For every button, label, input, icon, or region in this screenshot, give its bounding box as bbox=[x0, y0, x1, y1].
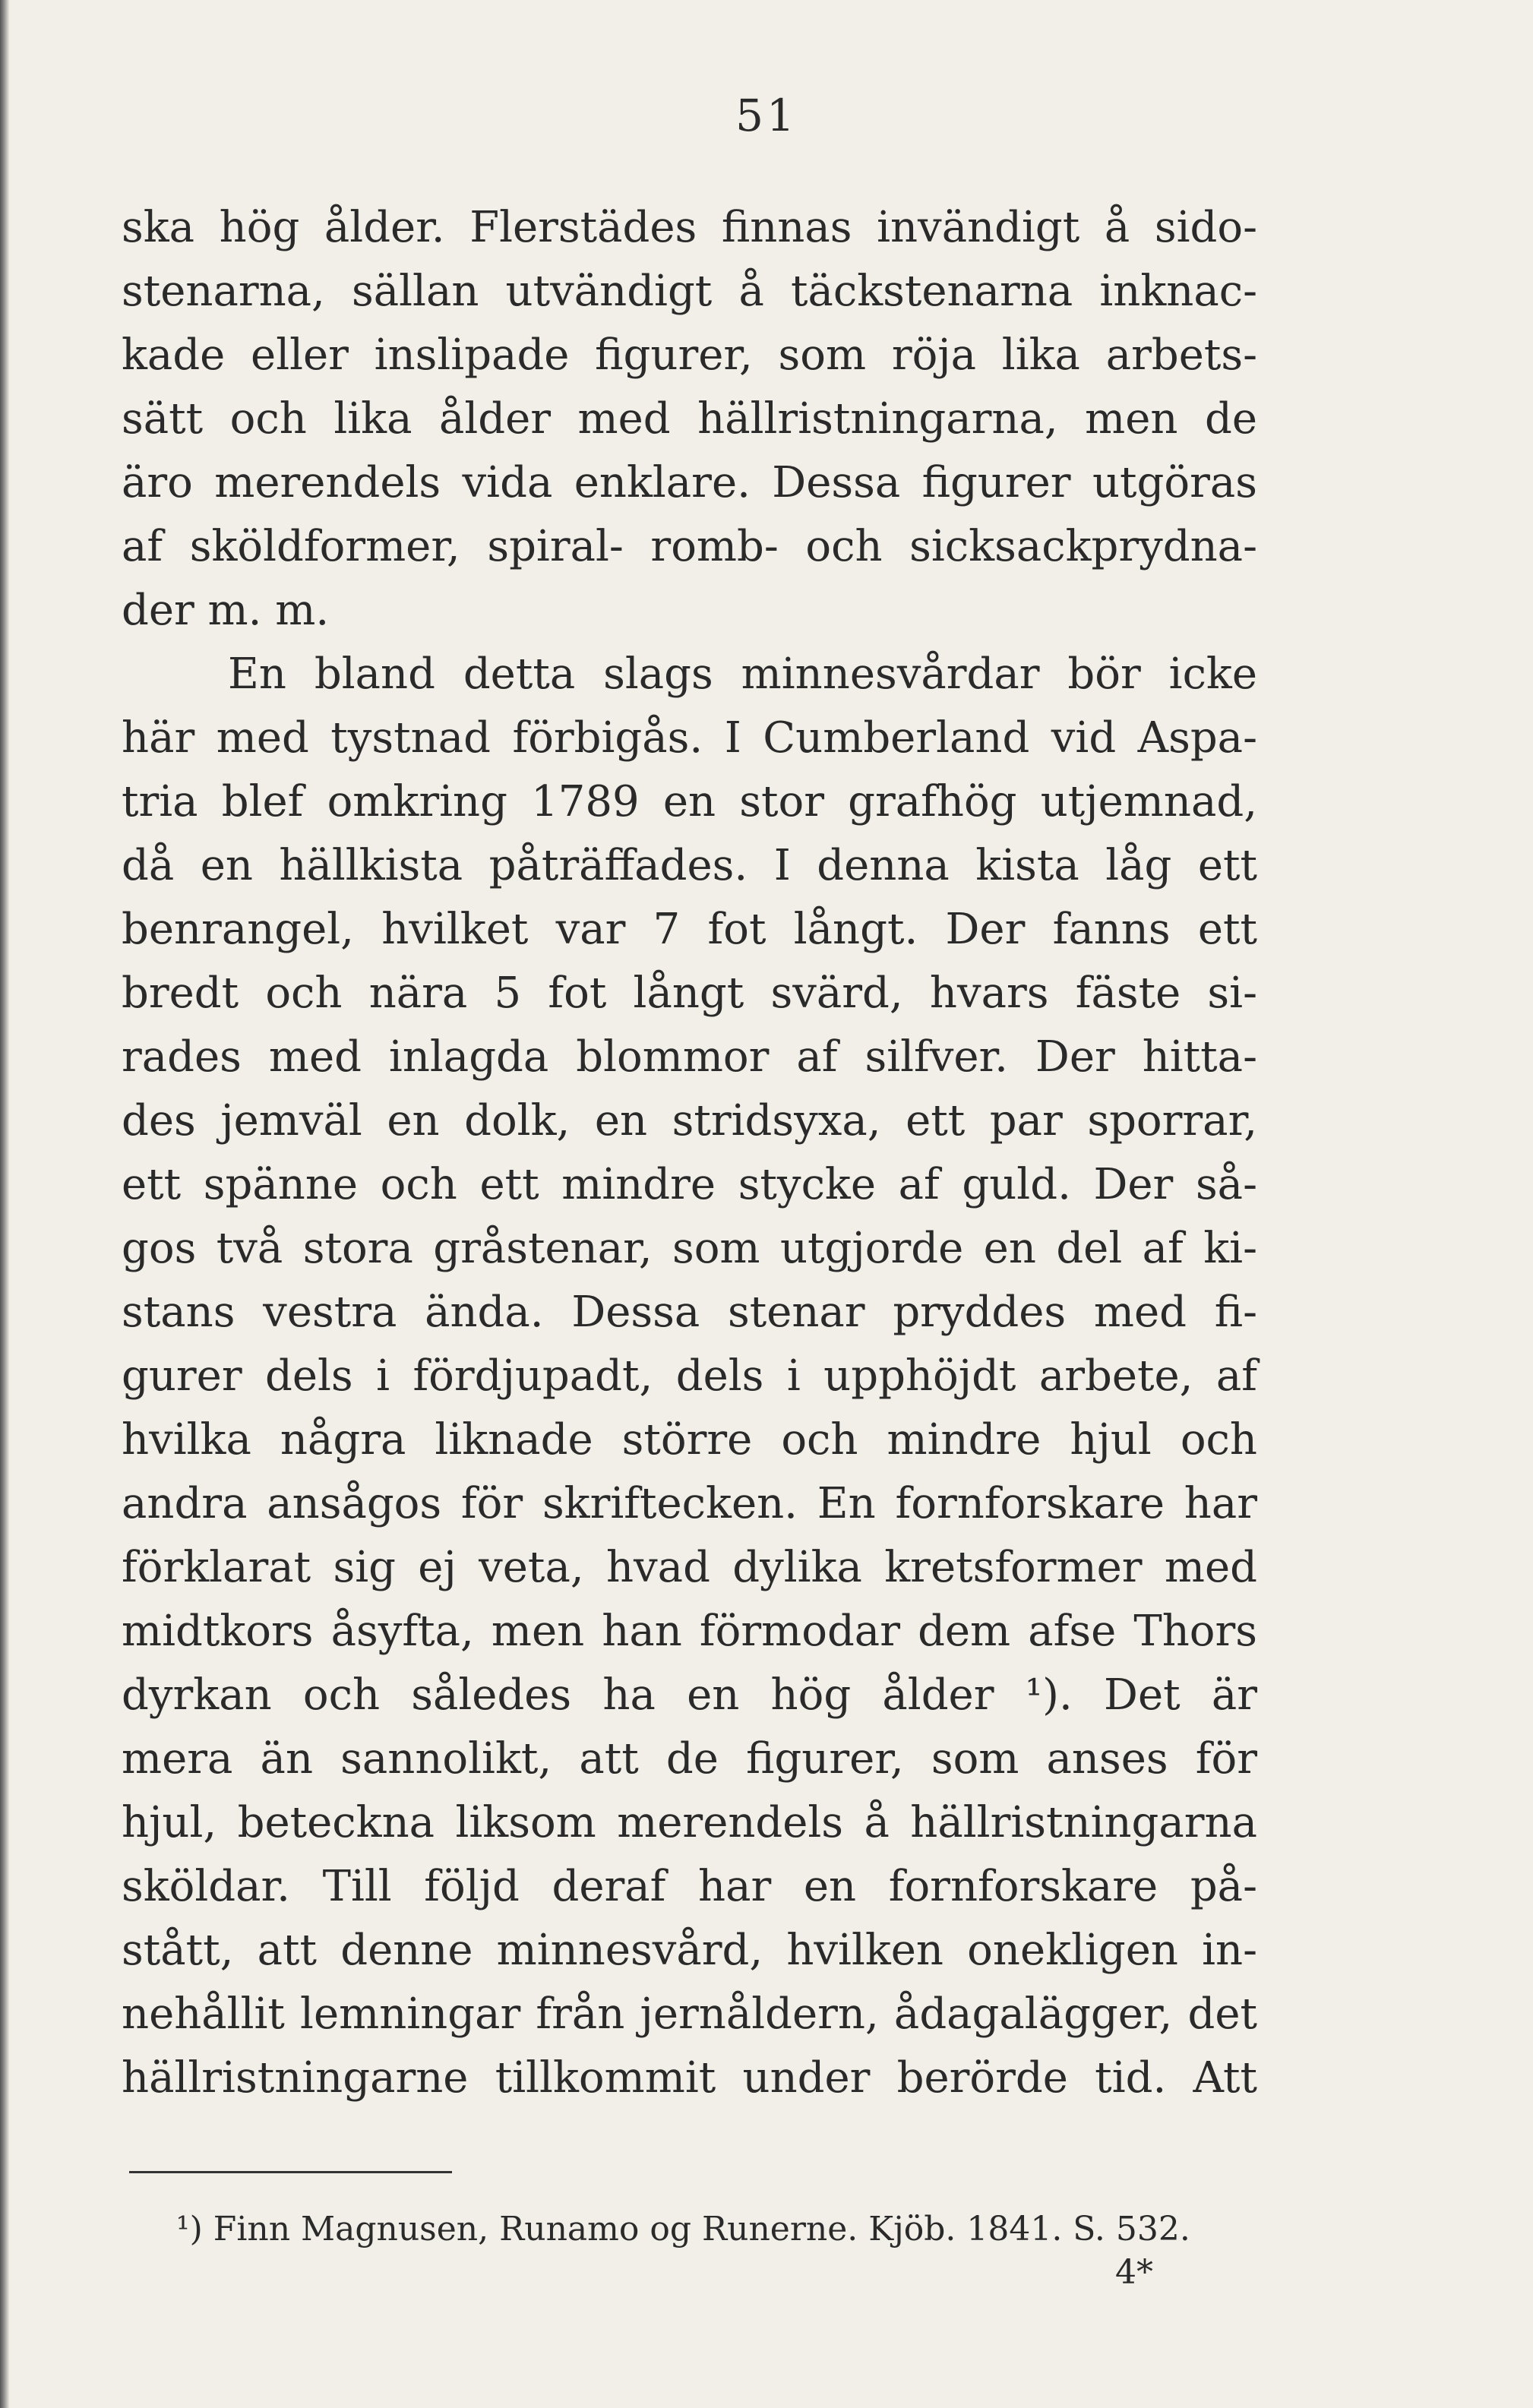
text-line: ska hög ålder. Flerstädes finnas invändigt å sido- bbox=[122, 203, 1257, 252]
text-line: dyrkan och således ha en hög ålder ¹). Det är bbox=[122, 1670, 1257, 1720]
text-line: hällristningarne tillkommit under berörde tid. Att bbox=[122, 2053, 1257, 2103]
text-line: af sköldformer, spiral- romb- och sicksackprydna- bbox=[122, 522, 1257, 571]
text-line: äro merendels vida enklare. Dessa figurer utgöras bbox=[122, 458, 1257, 507]
text-line: nehållit lemningar från jernåldern, ådagalägger, det bbox=[122, 1989, 1257, 2039]
text-line: benrangel, hvilket var 7 fot långt. Der fanns ett bbox=[122, 905, 1257, 954]
text-line: der m. m. bbox=[122, 586, 330, 635]
body-text bbox=[122, 196, 1257, 2110]
text-line: mera än sannolikt, att de figurer, som anses för bbox=[122, 1734, 1257, 1784]
text-line: midtkors åsyfta, men han förmodar dem afse Thors bbox=[122, 1607, 1257, 1656]
text-line: des jemväl en dolk, en stridsyxa, ett par sporrar, bbox=[122, 1096, 1257, 1146]
page-number: 51 bbox=[735, 90, 798, 141]
page-binding-edge bbox=[0, 0, 9, 2408]
text-line: hvilka några liknade större och mindre hjul och bbox=[122, 1415, 1257, 1465]
text-line: då en hällkista påträffades. I denna kista låg ett bbox=[122, 841, 1257, 890]
text-line: förklarat sig ej veta, hvad dylika kretsformer med bbox=[122, 1543, 1257, 1592]
text-line: tria blef omkring 1789 en stor grafhög utjemnad, bbox=[122, 777, 1257, 826]
text-line: ett spänne och ett mindre stycke af guld. Der så- bbox=[122, 1160, 1257, 1209]
text-line: stans vestra ända. Dessa stenar pryddes med fi- bbox=[122, 1288, 1257, 1337]
signature-mark: 4* bbox=[1115, 2253, 1153, 2292]
text-line: gurer dels i fördjupadt, dels i upphöjdt arbete, af bbox=[122, 1351, 1257, 1401]
text-line: stått, att denne minnesvård, hvilken onekligen in- bbox=[122, 1926, 1257, 1975]
text-line: hjul, beteckna liksom merendels å hällristningarna bbox=[122, 1798, 1257, 1847]
text-line: kade eller inslipade figurer, som röja lika arbets- bbox=[122, 330, 1257, 380]
text-line: rades med inlagda blommor af silfver. Der hitta- bbox=[122, 1032, 1257, 1082]
text-line: stenarna, sällan utvändigt å täckstenarna inknac- bbox=[122, 267, 1257, 316]
text-line: sköldar. Till följd deraf har en fornforskare på- bbox=[122, 1862, 1257, 1911]
text-line: sätt och lika ålder med hällristningarna, men de bbox=[122, 394, 1257, 444]
text-line: här med tystnad förbigås. I Cumberland vid Aspa- bbox=[122, 713, 1257, 763]
text-line: andra ansågos för skriftecken. En fornforskare har bbox=[122, 1479, 1257, 1528]
text-line: En bland detta slags minnesvårdar bör icke bbox=[228, 649, 1257, 699]
footnote-rule bbox=[129, 2171, 452, 2173]
text-line: bredt och nära 5 fot långt svärd, hvars fäste si- bbox=[122, 969, 1257, 1018]
text-line: gos två stora gråstenar, som utgjorde en del af ki- bbox=[122, 1224, 1257, 1273]
footnote: ¹) Finn Magnusen, Runamo og Runerne. Kjöb. 1841. S. 532. bbox=[176, 2210, 1190, 2248]
